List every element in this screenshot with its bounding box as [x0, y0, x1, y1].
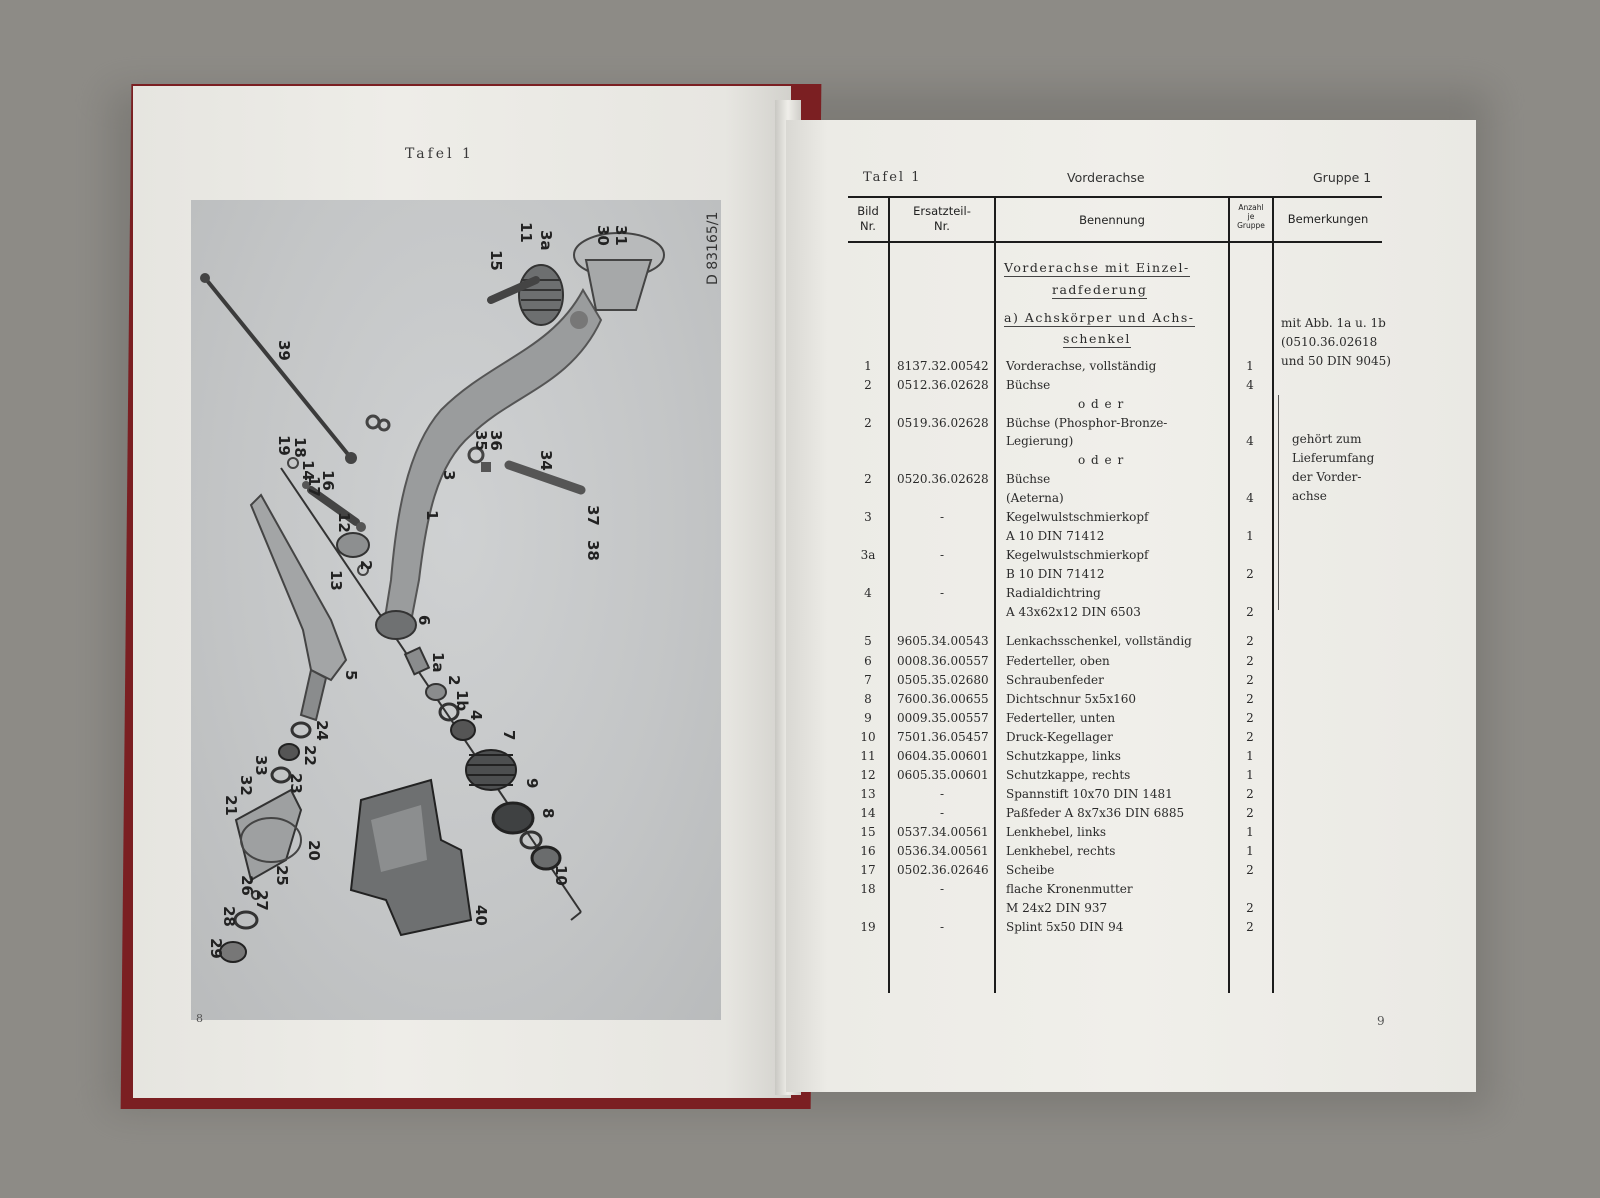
- row-benennung: M 24x2 DIN 937: [1006, 901, 1108, 915]
- row-anzahl: 1: [1246, 768, 1254, 782]
- row-ersatzteil-nr: -: [940, 510, 945, 524]
- row-ersatzteil-nr: -: [940, 787, 945, 801]
- svg-text:16: 16: [319, 470, 337, 491]
- remark-line-3: und 50 DIN 9045): [1281, 354, 1391, 368]
- row-benennung: Radialdichtring: [1006, 586, 1101, 600]
- col-header-anzahl-line2: je: [1247, 212, 1255, 221]
- row-benennung: (Aeterna): [1006, 491, 1064, 505]
- svg-text:6: 6: [415, 615, 433, 626]
- section-sub-line1-text: a) Achskörper und Achs-: [1004, 310, 1195, 325]
- row-benennung: Büchse: [1006, 378, 1051, 392]
- svg-text:5: 5: [342, 670, 360, 681]
- row-bild-nr: 8: [864, 692, 872, 706]
- col-header-ersatzteil-line2: Nr.: [934, 219, 950, 233]
- row-ersatzteil-nr: 0505.35.02680: [897, 673, 989, 687]
- row-ersatzteil-nr: 0604.35.00601: [897, 749, 989, 763]
- row-benennung: A 43x62x12 DIN 6503: [1006, 605, 1141, 619]
- col-header-benennung: Benennung: [1079, 213, 1145, 227]
- row-ersatzteil-nr: 0512.36.02628: [897, 378, 989, 392]
- row-anzahl: 2: [1246, 711, 1254, 725]
- row-benennung: o d e r: [1078, 453, 1125, 467]
- row-bild-nr: 2: [864, 472, 872, 486]
- row-anzahl: 1: [1246, 844, 1254, 858]
- row-bild-nr: 9: [864, 711, 872, 725]
- row-benennung: Lenkhebel, links: [1006, 825, 1106, 839]
- row-anzahl: 2: [1246, 730, 1254, 744]
- row-ersatzteil-nr: 0519.36.02628: [897, 416, 989, 430]
- remark-bracket: [1278, 395, 1285, 610]
- row-benennung: Federteller, unten: [1006, 711, 1116, 725]
- svg-text:29: 29: [207, 938, 225, 959]
- row-bild-nr: 13: [860, 787, 876, 801]
- svg-text:21: 21: [222, 795, 240, 816]
- row-anzahl: 2: [1246, 920, 1254, 934]
- row-benennung: Schraubenfeder: [1006, 673, 1104, 687]
- row-ersatzteil-nr: -: [940, 586, 945, 600]
- row-benennung: B 10 DIN 71412: [1006, 567, 1105, 581]
- row-benennung: Büchse: [1006, 472, 1051, 486]
- row-benennung: Scheibe: [1006, 863, 1055, 877]
- svg-text:33: 33: [252, 755, 270, 776]
- row-benennung: Kegelwulstschmierkopf: [1006, 510, 1149, 524]
- svg-text:9: 9: [523, 778, 541, 789]
- row-anzahl: 4: [1246, 491, 1254, 505]
- row-bild-nr: 5: [864, 634, 872, 648]
- row-bild-nr: 1: [864, 359, 872, 373]
- row-ersatzteil-nr: 0537.34.00561: [897, 825, 989, 839]
- row-bild-nr: 18: [860, 882, 876, 896]
- row-anzahl: 2: [1246, 605, 1254, 619]
- drawing-number: D 83165/1: [705, 211, 721, 285]
- svg-text:15: 15: [487, 250, 505, 271]
- svg-text:3a: 3a: [537, 230, 555, 251]
- col-divider-4: [1272, 198, 1274, 993]
- col-header-bild-line2: Nr.: [860, 219, 876, 233]
- row-anzahl: 4: [1246, 378, 1254, 392]
- svg-text:7: 7: [500, 730, 518, 741]
- svg-text:35: 35: [472, 430, 490, 451]
- section-main-line2: [1052, 282, 1147, 297]
- svg-text:30: 30: [594, 225, 612, 246]
- svg-text:4: 4: [467, 710, 485, 721]
- row-bild-nr: 2: [864, 378, 872, 392]
- remark-lieferumfang: [1292, 430, 1374, 506]
- svg-text:28: 28: [220, 906, 238, 927]
- row-anzahl: 2: [1246, 863, 1254, 877]
- svg-text:1: 1: [423, 510, 441, 521]
- row-bild-nr: 16: [860, 844, 876, 858]
- right-page-title: Vorderachse: [1067, 170, 1145, 185]
- svg-text:11: 11: [517, 222, 535, 243]
- svg-text:1b: 1b: [453, 690, 471, 712]
- row-bild-nr: 10: [860, 730, 876, 744]
- section-sub-line2: [1063, 331, 1131, 346]
- left-page-number: 8: [196, 1012, 203, 1025]
- row-ersatzteil-nr: 7600.36.00655: [897, 692, 989, 706]
- section-sub-line1: [1004, 310, 1195, 325]
- remark-line-2: (0510.36.02618: [1281, 335, 1378, 349]
- svg-text:14: 14: [299, 460, 317, 481]
- svg-text:25: 25: [273, 865, 291, 886]
- right-page-tafel: Tafel 1: [863, 170, 922, 185]
- row-bild-nr: 19: [860, 920, 876, 934]
- row-ersatzteil-nr: 0605.35.00601: [897, 768, 989, 782]
- row-bild-nr: 3: [864, 510, 872, 524]
- section-main-line2-text: radfederung: [1052, 282, 1148, 297]
- row-anzahl: 2: [1246, 787, 1254, 801]
- row-ersatzteil-nr: 0008.36.00557: [897, 654, 989, 668]
- col-header-bild-line1: Bild: [857, 204, 879, 218]
- col-header-bild: [848, 204, 888, 234]
- row-anzahl: 1: [1246, 529, 1254, 543]
- svg-text:37: 37: [584, 505, 602, 526]
- row-anzahl: 1: [1246, 359, 1254, 373]
- row-ersatzteil-nr: 0009.35.00557: [897, 711, 989, 725]
- svg-text:1a: 1a: [429, 652, 447, 673]
- row-benennung: Schutzkappe, rechts: [1006, 768, 1131, 782]
- row-ersatzteil-nr: -: [940, 882, 945, 896]
- svg-text:31: 31: [612, 225, 630, 246]
- col-divider-1: [888, 198, 890, 993]
- row-ersatzteil-nr: 0520.36.02628: [897, 472, 989, 486]
- col-header-bemerkungen: Bemerkungen: [1287, 212, 1369, 226]
- svg-text:32: 32: [237, 775, 255, 796]
- row-bild-nr: 3a: [860, 548, 876, 562]
- row-bild-nr: 7: [864, 673, 872, 687]
- col-divider-3: [1228, 198, 1230, 993]
- row-ersatzteil-nr: -: [940, 920, 945, 934]
- svg-text:12: 12: [335, 512, 353, 533]
- svg-text:24: 24: [313, 720, 331, 741]
- remark-line-1: mit Abb. 1a u. 1b: [1281, 316, 1386, 330]
- table-top-rule: [848, 196, 1382, 198]
- row-anzahl: 2: [1246, 654, 1254, 668]
- row-anzahl: 1: [1246, 749, 1254, 763]
- row-ersatzteil-nr: 9605.34.00543: [897, 634, 989, 648]
- row-benennung: A 10 DIN 71412: [1006, 529, 1105, 543]
- col-header-ersatzteil-line1: Ersatzteil-: [913, 204, 971, 218]
- col-header-anzahl-line3: Gruppe: [1237, 221, 1265, 230]
- svg-text:23: 23: [287, 773, 305, 794]
- row-ersatzteil-nr: -: [940, 806, 945, 820]
- table-header-rule: [848, 241, 1382, 243]
- row-benennung: Paßfeder A 8x7x36 DIN 6885: [1006, 806, 1185, 820]
- svg-text:20: 20: [305, 840, 323, 861]
- svg-text:17: 17: [305, 476, 323, 497]
- row-benennung: Federteller, oben: [1006, 654, 1110, 668]
- row-bild-nr: 14: [860, 806, 876, 820]
- remark-g3: der Vorder-: [1292, 470, 1362, 484]
- row-anzahl: 4: [1246, 434, 1254, 448]
- right-page-gruppe: Gruppe 1: [1313, 170, 1372, 185]
- left-page-header: Tafel 1: [405, 146, 474, 162]
- svg-text:36: 36: [487, 430, 505, 451]
- row-ersatzteil-nr: 0502.36.02646: [897, 863, 989, 877]
- row-ersatzteil-nr: 8137.32.00542: [897, 359, 989, 373]
- svg-text:13: 13: [327, 570, 345, 591]
- svg-text:8: 8: [539, 808, 557, 819]
- row-benennung: flache Kronenmutter: [1006, 882, 1133, 896]
- svg-text:40: 40: [472, 905, 490, 926]
- svg-text:19: 19: [275, 435, 293, 456]
- remark-g1: gehört zum: [1292, 432, 1362, 446]
- col-header-anzahl: [1230, 203, 1272, 230]
- row-benennung: Dichtschnur 5x5x160: [1006, 692, 1137, 706]
- row-anzahl: 2: [1246, 673, 1254, 687]
- row-bild-nr: 6: [864, 654, 872, 668]
- row-bild-nr: 4: [864, 586, 872, 600]
- svg-text:26: 26: [238, 875, 256, 896]
- col-divider-2: [994, 198, 996, 993]
- row-benennung: Spannstift 10x70 DIN 1481: [1006, 787, 1173, 801]
- row-benennung: Vorderachse, vollständig: [1006, 359, 1157, 373]
- row-benennung: Druck-Kegellager: [1006, 730, 1113, 744]
- row-benennung: Kegelwulstschmierkopf: [1006, 548, 1149, 562]
- svg-text:18: 18: [291, 437, 309, 458]
- row-anzahl: 2: [1246, 806, 1254, 820]
- row-benennung: Büchse (Phosphor-Bronze-: [1006, 416, 1168, 430]
- row-bild-nr: 2: [864, 416, 872, 430]
- svg-text:39: 39: [275, 340, 293, 361]
- row-ersatzteil-nr: -: [940, 548, 945, 562]
- row-benennung: o d e r: [1078, 397, 1125, 411]
- remark-g2: Lieferumfang: [1292, 451, 1375, 465]
- axle-illustration: [191, 200, 721, 1020]
- remark-abb: [1281, 314, 1391, 371]
- svg-text:27: 27: [253, 890, 271, 911]
- row-ersatzteil-nr: 7501.36.05457: [897, 730, 989, 744]
- section-sub-line2-text: schenkel: [1063, 331, 1131, 346]
- exploded-axle-photo: [191, 200, 721, 1020]
- row-anzahl: 2: [1246, 901, 1254, 915]
- svg-text:34: 34: [537, 450, 555, 471]
- row-bild-nr: 17: [860, 863, 876, 877]
- section-main-line1: [1004, 260, 1190, 275]
- right-page-number: 9: [1377, 1014, 1385, 1028]
- row-benennung: Lenkachsschenkel, vollständig: [1006, 634, 1192, 648]
- row-bild-nr: 11: [860, 749, 876, 763]
- row-anzahl: 2: [1246, 692, 1254, 706]
- row-bild-nr: 12: [860, 768, 876, 782]
- col-header-ersatzteil: [890, 204, 994, 234]
- row-ersatzteil-nr: 0536.34.00561: [897, 844, 989, 858]
- section-main-line1-text: Vorderachse mit Einzel-: [1004, 260, 1190, 275]
- col-header-anzahl-line1: Anzahl: [1238, 203, 1264, 212]
- svg-text:2: 2: [357, 560, 375, 571]
- row-benennung: Lenkhebel, rechts: [1006, 844, 1116, 858]
- row-benennung: Schutzkappe, links: [1006, 749, 1121, 763]
- row-benennung: Splint 5x50 DIN 94: [1006, 920, 1124, 934]
- svg-text:10: 10: [552, 865, 570, 886]
- row-anzahl: 1: [1246, 825, 1254, 839]
- row-benennung: Legierung): [1006, 434, 1074, 448]
- svg-text:38: 38: [584, 540, 602, 561]
- svg-text:2: 2: [445, 675, 463, 686]
- row-anzahl: 2: [1246, 634, 1254, 648]
- row-anzahl: 2: [1246, 567, 1254, 581]
- remark-g4: achse: [1292, 489, 1327, 503]
- svg-text:22: 22: [301, 745, 319, 766]
- row-bild-nr: 15: [860, 825, 876, 839]
- svg-text:3: 3: [440, 470, 458, 481]
